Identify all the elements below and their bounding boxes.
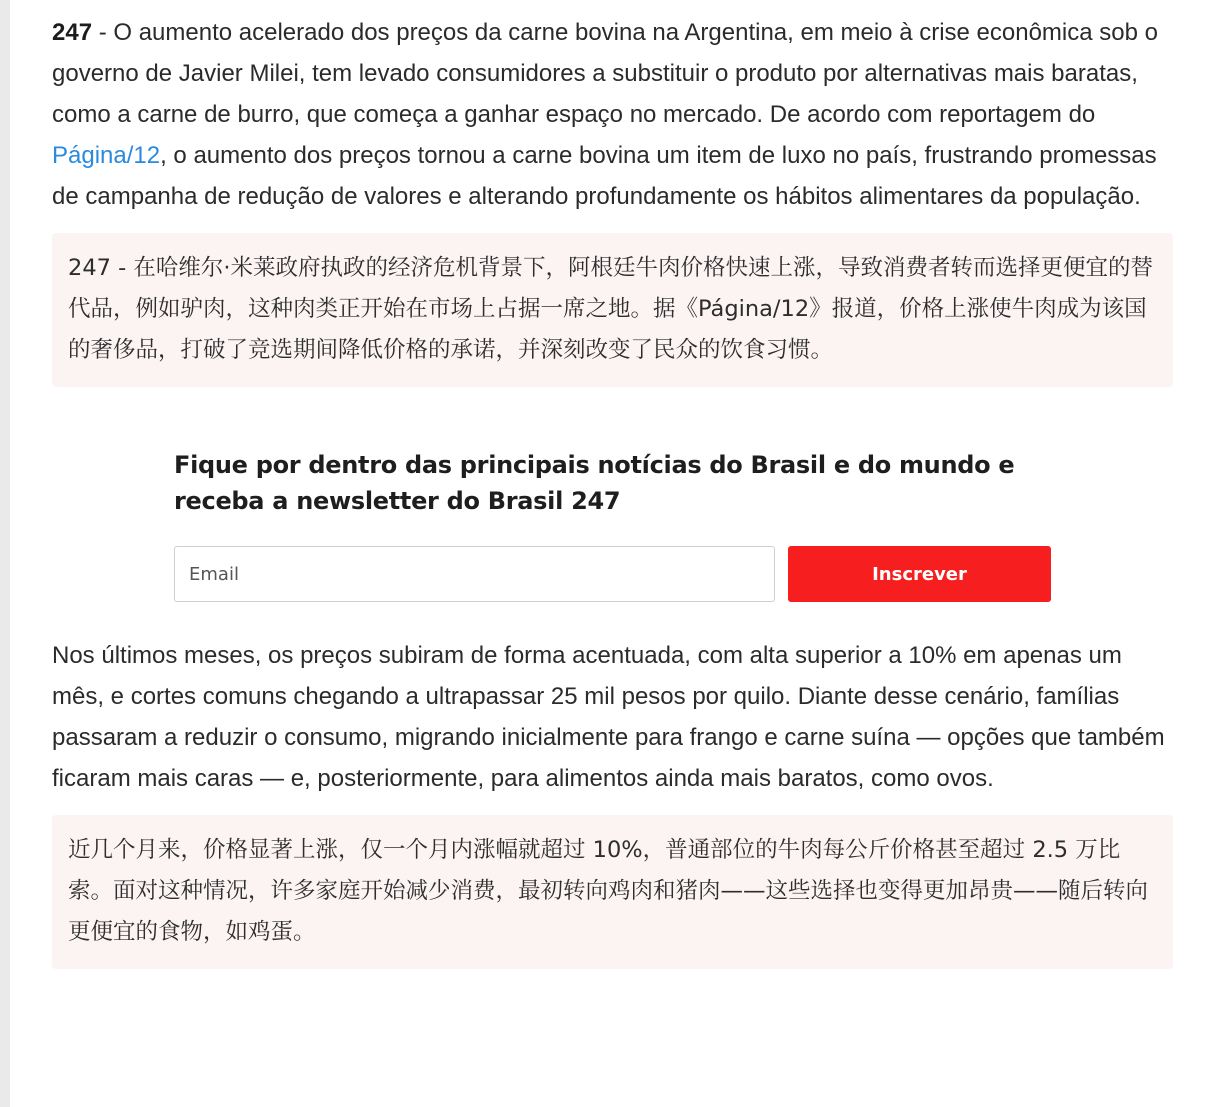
newsletter-signup	[52, 447, 1051, 602]
email-input[interactable]	[174, 546, 775, 602]
subscribe-button[interactable]: Inscrever	[788, 546, 1051, 602]
article-body	[52, 12, 1173, 969]
translation-block-1: 247 - 在哈维尔·米莱政府执政的经济危机背景下，阿根廷牛肉价格快速上涨，导致消费者转而选择更便宜的替代品，例如驴肉，这种肉类正开始在市场上占据一席之地。据《Página/12》报道，价格上涨使牛肉成为该国的奢侈品，打破了竞选期间降低价格的承诺，并深刻改变了民众的饮食习惯。	[52, 233, 1173, 387]
paragraph-text: - O aumento acelerado dos preços da carne bovina na Argentina, em meio à crise econômica sob o governo de Javier Milei, tem levado consumidores a substituir o produto por alternativas mais baratas, como a carne de burro, que começa a ganhar espaço no mercado. De acordo com reportagem do	[52, 19, 1158, 128]
translation-block-2: 近几个月来，价格显著上涨，仅一个月内涨幅就超过 10%，普通部位的牛肉每公斤价格甚至超过 2.5 万比索。面对这种情况，许多家庭开始减少消费，最初转向鸡肉和猪肉——这些选择也变得更加昂贵——随后转向更便宜的食物，如鸡蛋。	[52, 815, 1173, 969]
pagina12-link[interactable]: Página/12	[52, 142, 161, 169]
article-paragraph-2: Nos últimos meses, os preços subiram de forma acentuada, com alta superior a 10% em apenas um mês, e cortes comuns chegando a ultrapassar 25 mil pesos por quilo. Diante desse cenário, famílias passaram a reduzir o consumo, migrando inicialmente para frango e carne suína — opções que também ficaram mais caras — e, posteriormente, para alimentos ainda mais baratos, como ovos.	[52, 642, 1165, 792]
article-paragraph-1	[52, 12, 1173, 217]
source-tag: 247	[52, 19, 93, 46]
newsletter-title: Fique por dentro das principais notícias do Brasil e do mundo e receba a newsletter do Brasil 247	[174, 451, 1015, 515]
paragraph-text: , o aumento dos preços tornou a carne bovina um item de luxo no país, frustrando promessas de campanha de redução de valores e alterando profundamente os hábitos alimentares da população.	[52, 142, 1157, 210]
left-rail	[0, 0, 10, 1107]
newsletter-form	[174, 546, 1051, 602]
